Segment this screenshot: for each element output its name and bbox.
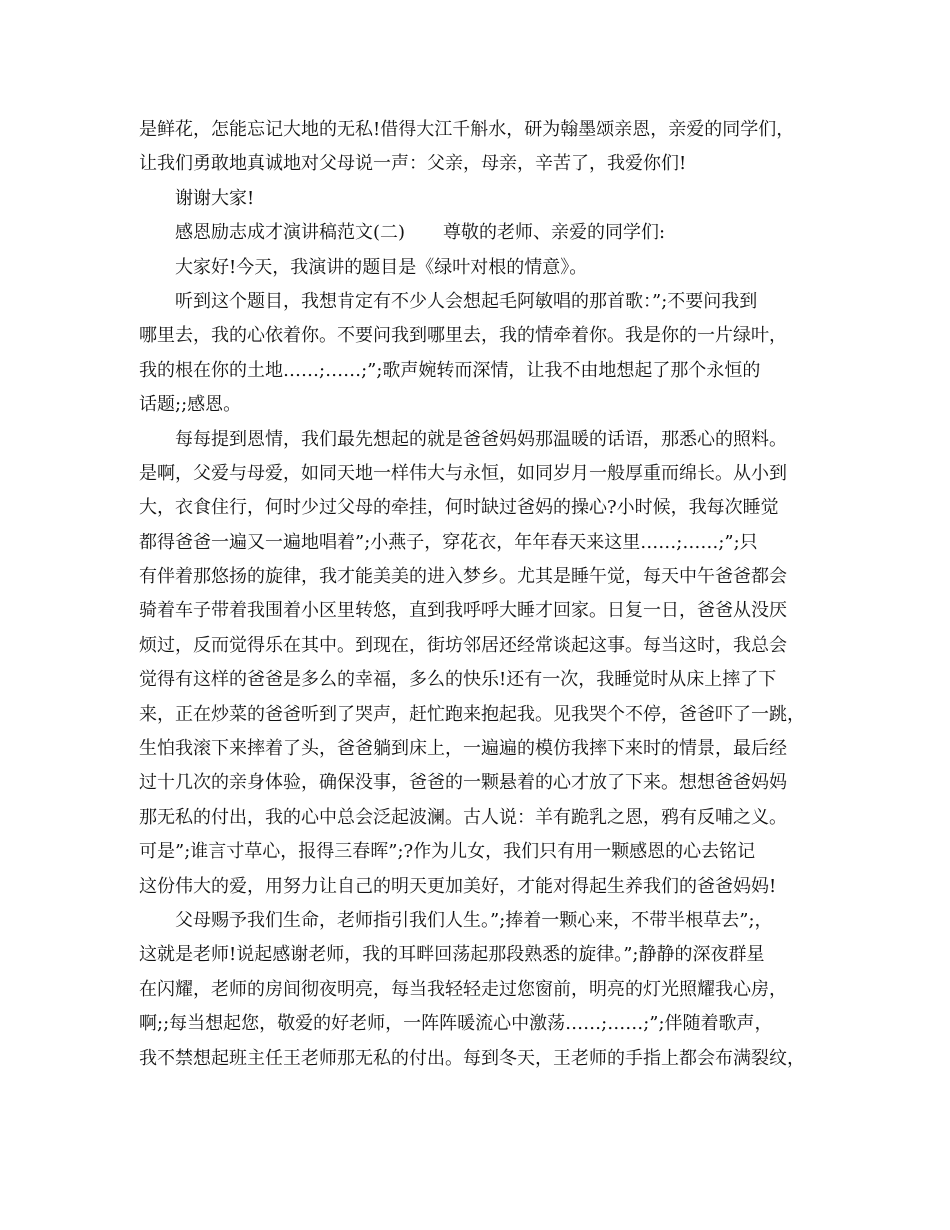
text-line-content: 父母赐予我们生命，老师指引我们人生。”;捧着一颗心来，不带半根草去”;，	[175, 909, 773, 931]
text-line-content: 那无私的付出，我的心中总会泛起波澜。古人说：羊有跪乳之恩，鸦有反哺之义。	[139, 806, 787, 828]
text-line-content: 话题;;感恩。	[139, 394, 242, 416]
text-line-content: 在闪耀，老师的房间彻夜明亮，每当我轻轻走过您窗前，明亮的灯光照耀我心房，	[139, 978, 787, 1000]
text-line-content: 我不禁想起班主任王老师那无私的付出。每到冬天，王老师的手指上都会布满裂纹，	[139, 1047, 805, 1069]
text-line	[139, 594, 823, 628]
text-line	[139, 1042, 823, 1076]
text-line	[139, 526, 823, 560]
text-line-content: 谢谢大家!	[175, 187, 255, 209]
text-line	[139, 732, 823, 766]
text-line	[139, 698, 823, 732]
text-line-content: 这份伟大的爱，用努力让自己的明天更加美好，才能对得起生养我们的爸爸妈妈!	[139, 875, 777, 897]
text-line	[139, 560, 823, 594]
text-line-content: 大家好!今天，我演讲的题目是《绿叶对根的情意》。	[175, 256, 588, 278]
text-line-content: 有伴着那悠扬的旋律，我才能美美的进入梦乡。尤其是睡午觉，每天中午爸爸都会	[139, 566, 787, 588]
text-line-content: 过十几次的亲身体验，确保没事，爸爸的一颗悬着的心才放了下来。想想爸爸妈妈	[139, 772, 787, 794]
text-line	[139, 629, 823, 663]
text-line-content: 我的根在你的土地……;……;”;歌声婉转而深情，让我不由地想起了那个永恒的	[139, 359, 761, 381]
text-line-trail: 尊敬的老师、亲爱的同学们:	[443, 222, 666, 244]
text-line-content: 这就是老师!说起感谢老师，我的耳畔回荡起那段熟悉的旋律。”;静静的深夜群星	[139, 944, 765, 966]
text-line-content: 是鲜花，怎能忘记大地的无私!借得大江千斛水，研为翰墨颂亲恩，亲爱的同学们，	[139, 119, 795, 140]
text-line-content: 可是”;谁言寸草心，报得三春晖”;?作为儿女，我们只有用一颗感恩的心去铭记	[139, 841, 756, 863]
text-line	[139, 182, 823, 216]
text-line	[139, 147, 823, 181]
text-line-content: 骑着车子带着我围着小区里转悠，直到我呼呼大睡才回家。日复一日，爸爸从没厌	[139, 600, 787, 622]
text-line	[139, 354, 823, 388]
text-line-content: 啊;;每当想起您，敬爱的好老师，一阵阵暖流心中激荡……;……;”;伴随着歌声，	[139, 1013, 773, 1035]
text-line	[139, 491, 823, 525]
text-line	[139, 285, 823, 319]
text-line-content: 听到这个题目，我想肯定有不少人会想起毛阿敏唱的那首歌：”;不要问我到	[175, 290, 758, 312]
text-line	[139, 319, 823, 353]
text-line	[139, 216, 823, 250]
text-line	[139, 870, 823, 904]
text-line	[139, 1007, 823, 1041]
document-body	[139, 113, 823, 1076]
text-line	[139, 113, 823, 147]
text-line	[139, 457, 823, 491]
text-line-content: 是啊，父爱与母爱，如同天地一样伟大与永恒，如同岁月一般厚重而绵长。从小到	[139, 462, 787, 484]
text-line-content: 烦过，反而觉得乐在其中。到现在，街坊邻居还经常谈起这事。每当这时，我总会	[139, 634, 787, 656]
text-line-content: 觉得有这样的爸爸是多么的幸福，多么的快乐!还有一次，我睡觉时从床上摔了下	[139, 669, 777, 691]
text-line	[139, 973, 823, 1007]
text-line	[139, 423, 823, 457]
text-line-content: 哪里去，我的心依着你。不要问我到哪里去，我的情牵着你。我是你的一片绿叶，	[139, 325, 787, 347]
text-line	[139, 766, 823, 800]
text-line-content: 来，正在炒菜的爸爸听到了哭声，赶忙跑来抱起我。见我哭个不停，爸爸吓了一跳，	[139, 703, 805, 725]
text-line-content: 大，衣食住行，何时少过父母的牵挂，何时缺过爸妈的操心?小时候，我每次睡觉	[139, 497, 779, 519]
text-line	[139, 801, 823, 835]
text-line-content: 都得爸爸一遍又一遍地唱着”;小燕子，穿花衣，年年春天来这里……;……;”;只	[139, 531, 758, 553]
text-line-content: 让我们勇敢地真诚地对父母说一声：父亲，母亲，辛苦了，我爱你们!	[139, 153, 687, 175]
text-line	[139, 904, 823, 938]
text-line-content: 每每提到恩情，我们最先想起的就是爸爸妈妈那温暖的话语，那悉心的照料。	[175, 428, 787, 450]
text-line	[139, 938, 823, 972]
text-line-content: 感恩励志成才演讲稿范文(二)	[175, 222, 406, 244]
text-line	[139, 388, 823, 422]
text-line-content: 生怕我滚下来摔着了头，爸爸躺到床上，一遍遍的模仿我摔下来时的情景，最后经	[139, 738, 787, 760]
text-line	[139, 251, 823, 285]
text-line	[139, 835, 823, 869]
text-line	[139, 663, 823, 697]
